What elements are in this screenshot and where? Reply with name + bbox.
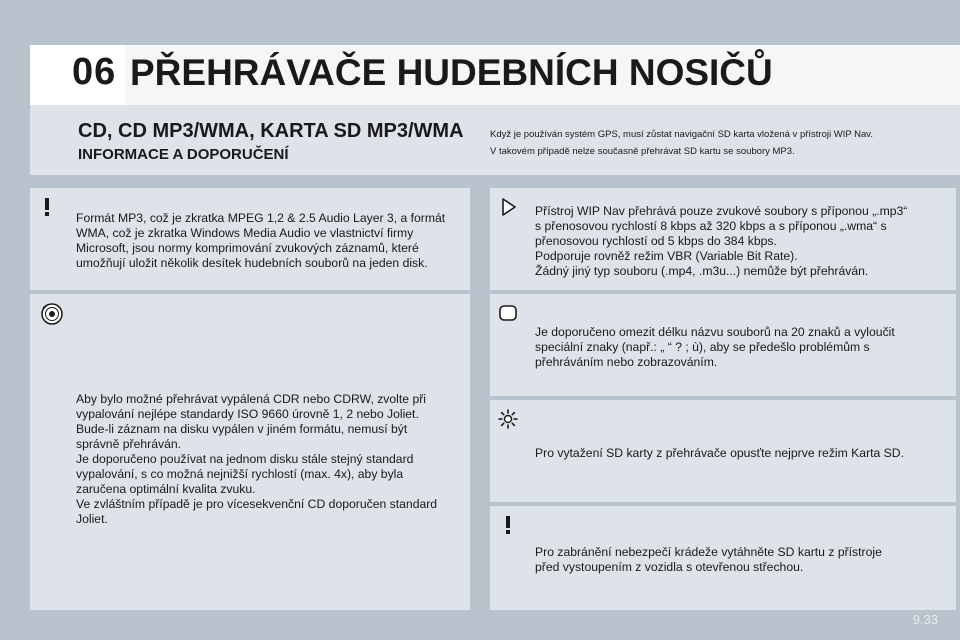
play-icon <box>497 196 519 218</box>
gps-note-line: Když je používán systém GPS, musí zůstat navigační SD karta vložená v přístroji WIP Nav. <box>490 129 873 140</box>
text-line: Microsoft, jsou normy komprimování zvukových záznamů, které <box>76 241 419 255</box>
panel-mp3-format-text <box>76 211 445 271</box>
text-line: umožňují uložit několik desítek hudebních souborů na jeden disk. <box>76 256 428 270</box>
section-title: CD, CD MP3/WMA, KARTA SD MP3/WMA <box>78 120 464 142</box>
panel-file-types-text <box>535 204 907 279</box>
gps-note <box>490 126 950 160</box>
text-line: Aby bylo možné přehrávat vypálená CDR nebo CDRW, zvolte při <box>76 392 426 406</box>
panel-sd-removal-text <box>535 446 904 461</box>
sun-burst-icon <box>497 408 519 430</box>
text-line: Joliet. <box>76 512 108 526</box>
text-line: Bude-li záznam na disku vypálen v jiném formátu, nemusí být <box>76 422 408 436</box>
text-line: WMA, což je zkratka Windows Media Audio ve vlastnictví firmy <box>76 226 414 240</box>
warning-exclamation-icon <box>36 196 58 218</box>
text-line: Ve zvláštním případě je pro vícesekvenční CD doporučen standard <box>76 497 438 511</box>
text-line: Je doporučeno omezit délku názvu souborů na 20 znaků a vyloučit <box>535 325 895 339</box>
panel-theft-text <box>535 545 882 575</box>
text-line: Pro vytažení SD karty z přehrávače opusťte nejprve režim Karta SD. <box>535 446 904 460</box>
text-line: přehráváním nebo zobrazováním. <box>535 355 718 369</box>
text-line: vypalování, s co možná nejnižší rychlostí (max. 4x), aby byla <box>76 467 404 481</box>
text-line: Je doporučeno používat na jednom disku stále stejný standard <box>76 452 414 466</box>
section-subtitle: INFORMACE A DOPORUČENÍ <box>78 146 289 163</box>
text-line: Formát MP3, což je zkratka MPEG 1,2 & 2.5 Audio Layer 3, a formát <box>76 211 446 225</box>
gps-note-line: V takovém případě nelze současně přehrávat SD kartu se soubory MP3. <box>490 146 795 157</box>
disc-icon <box>40 302 64 326</box>
text-line: Podporuje rovněž režim VBR (Variable Bit Rate). <box>535 249 798 263</box>
panel-cd-burning-text <box>76 392 437 527</box>
page-number: 9.33 <box>912 612 938 627</box>
text-line: zaručena optimální kvalita zvuku. <box>76 482 256 496</box>
text-line: Pro zabránění nebezpečí krádeže vytáhněte SD kartu z přístroje <box>535 545 882 559</box>
text-line: před vystoupením z vozidla s otevřenou střechou. <box>535 560 804 574</box>
text-line: s přenosovou rychlostí 8 kbps až 320 kbps a s příponou „.wma“ s <box>535 219 887 233</box>
text-line: přenosovou rychlostí od 5 kbps do 384 kbps. <box>535 234 777 248</box>
panel-file-names-text <box>535 325 895 370</box>
chapter-number: 06 <box>72 51 117 93</box>
text-line: Přístroj WIP Nav přehrává pouze zvukové soubory s příponou „.mp3“ <box>535 204 908 218</box>
note-frame-icon <box>497 302 519 324</box>
text-line: vypalování nejlépe standardy ISO 9660 úrovně 1, 2 nebo Joliet. <box>76 407 419 421</box>
page-title: PŘEHRÁVAČE HUDEBNÍCH NOSIČŮ <box>130 52 773 93</box>
warning-exclamation-icon <box>497 514 519 536</box>
text-line: speciální znaky (např.: „ “ ? ; ù), aby se předešlo problémům s <box>535 340 870 354</box>
text-line: Žádný jiný typ souboru (.mp4, .m3u...) nemůže být přehráván. <box>535 264 869 278</box>
text-line: správně přehráván. <box>76 437 182 451</box>
